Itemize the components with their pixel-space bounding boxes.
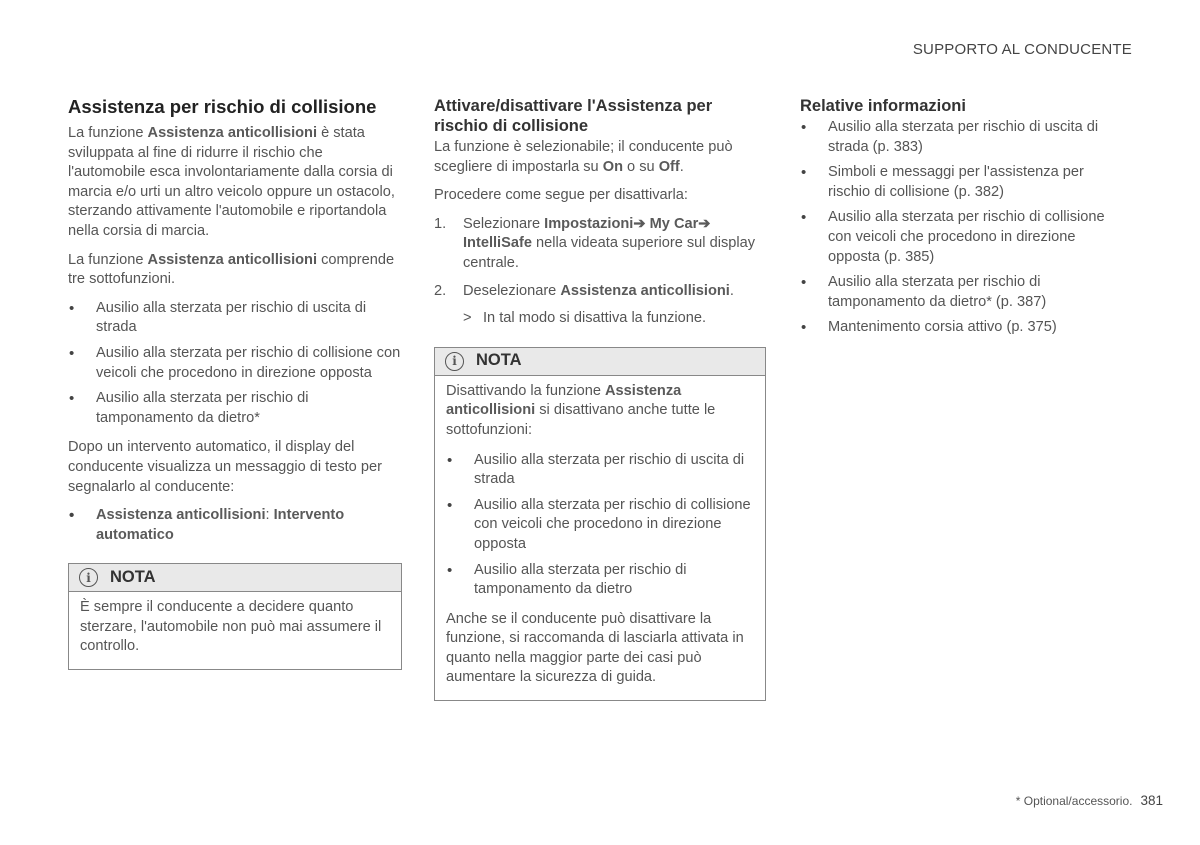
note-text: Disattivando la funzione Assistenza anticollisioni si disattivano anche tutte le sottofunzioni: xyxy=(446,382,716,438)
list-item: • Ausilio alla sterzata per rischio di uscita di strada xyxy=(446,451,754,490)
related-links xyxy=(800,118,1130,338)
related-link[interactable]: • Ausilio alla sterzata per rischio di collisione con veicoli che procedono in direzione opposta (p. 385) xyxy=(800,208,1130,267)
related-link[interactable]: • Simboli e messaggi per l'assistenza per rischio di collisione (p. 382) xyxy=(800,163,1130,202)
menu-path: My Car xyxy=(649,215,699,232)
function-name: Assistenza anticollisioni xyxy=(147,251,318,268)
related-link[interactable]: • Ausilio alla sterzata per rischio di uscita di strada (p. 383) xyxy=(800,118,1130,157)
step-number: 1. xyxy=(434,215,447,232)
function-name: Assistenza anticollisioni xyxy=(446,382,682,419)
info-icon: i xyxy=(445,352,464,371)
list-item: • Ausilio alla sterzata per rischio di tamponamento da dietro* xyxy=(68,389,402,428)
step-item: 2. Deselezionare Assistenza anticollisioni. xyxy=(434,282,766,302)
option-off: Off xyxy=(658,158,680,175)
related-info-heading: Relative informazioni xyxy=(800,97,966,115)
note-header xyxy=(435,348,765,376)
footnote: * Optional/accessorio. xyxy=(1015,794,1133,808)
step-item: 1. Selezionare Impostazioni➔ My Car➔ IntelliSafe nella videata superiore sul display centrale. xyxy=(434,215,756,271)
list-item: • Ausilio alla sterzata per rischio di tamponamento da dietro xyxy=(446,561,754,600)
note-header xyxy=(69,564,401,592)
related-link[interactable]: • Ausilio alla sterzata per rischio di tamponamento da dietro* (p. 387) xyxy=(800,273,1130,312)
list-item: • Ausilio alla sterzata per rischio di collisione con veicoli che procedono in direzione opposta xyxy=(446,496,754,555)
note-list xyxy=(446,451,754,600)
note-title: NOTA xyxy=(110,567,156,586)
paragraph: La funzione è selezionabile; il conducente può scegliere di impostarla su On o su Off. xyxy=(434,139,733,175)
related-link[interactable]: • Mantenimento corsia attivo (p. 375) xyxy=(800,318,1130,338)
note-body xyxy=(435,376,765,700)
list-item: • Assistenza anticollisioni: Intervento automatico xyxy=(68,506,402,545)
list-item: • Ausilio alla sterzata per rischio di uscita di strada xyxy=(68,299,402,338)
note-body xyxy=(69,592,401,669)
step-result: > In tal modo si disattiva la funzione. xyxy=(434,309,766,329)
step-list xyxy=(434,215,766,301)
section-heading: Attivare/disattivare l'Assistenza per rischio di collisione xyxy=(434,97,713,135)
result-marker: > xyxy=(463,310,472,327)
menu-path: Impostazioni xyxy=(544,215,634,232)
note-text: Anche se il conducente può disattivare la funzione, si raccomanda di lasciarla attivata in quanto nella maggior parte dei casi può aumentare la sicurezza di guida. xyxy=(446,610,744,686)
note-text: È sempre il conducente a decidere quanto sterzare, l'automobile non può mai assumere il controllo. xyxy=(80,599,382,655)
intro-paragraph: La funzione Assistenza anticollisioni è stata sviluppata al fine di ridurre il rischio che l'automobile esca involontariamente dalla corsia di marcia e/o urti un altro veicolo oppure un ostacolo, sterzando attivamente l'automobile e riportandola nella corsia di marcia. xyxy=(68,125,395,239)
function-name: Assistenza anticollisioni xyxy=(147,125,318,141)
message-list xyxy=(68,506,402,545)
note-box xyxy=(68,563,402,670)
arrow-right-icon: ➔ xyxy=(633,215,646,232)
page-footer xyxy=(1016,791,1163,812)
paragraph: Procedere come segue per disattivarla: xyxy=(434,187,688,204)
section-title: Assistenza per rischio di collisione xyxy=(68,96,377,117)
message-paragraph: Dopo un intervento automatico, il display del conducente visualizza un messaggio di testo per segnalarlo al conducente: xyxy=(68,439,382,495)
step-number: 2. xyxy=(434,282,447,299)
running-header: SUPPORTO AL CONDUCENTE xyxy=(912,41,1132,58)
column-middle xyxy=(434,94,766,701)
note-box xyxy=(434,347,766,701)
note-title: NOTA xyxy=(476,351,522,370)
subfunction-list xyxy=(68,299,402,429)
column-right xyxy=(800,94,1130,348)
option-on: On xyxy=(602,158,623,175)
column-left xyxy=(68,94,402,670)
page-number: 381 xyxy=(1140,793,1163,808)
subfunctions-intro: La funzione Assistenza anticollisioni comprende tre sottofunzioni. xyxy=(68,251,395,288)
menu-path: IntelliSafe xyxy=(463,235,532,252)
list-item: • Ausilio alla sterzata per rischio di collisione con veicoli che procedono in direzione opposta xyxy=(68,344,402,383)
info-icon: i xyxy=(79,568,98,587)
function-name: Assistenza anticollisioni xyxy=(560,282,730,299)
arrow-right-icon: ➔ xyxy=(698,215,711,232)
